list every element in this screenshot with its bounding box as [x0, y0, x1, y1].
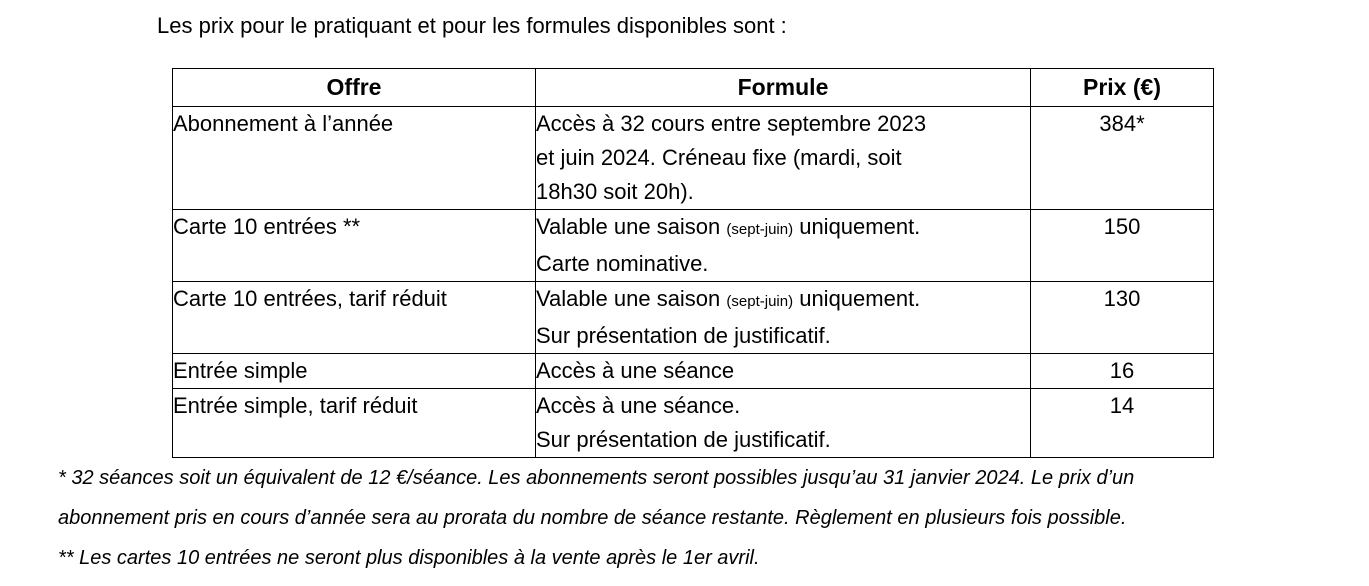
footnote-line: ** Les cartes 10 entrées ne seront plus disponibles à la vente après le 1er avril.: [58, 547, 760, 569]
formule-cell: [536, 389, 1031, 458]
table-row: [173, 389, 1214, 458]
table-row: [173, 107, 1214, 210]
header-prix: Prix (€): [1031, 69, 1214, 107]
formule-text: Valable une saison: [536, 214, 727, 239]
prix-cell: 14: [1031, 389, 1214, 458]
season-note: (sept-juin): [726, 221, 794, 238]
prix-cell: 150: [1031, 210, 1214, 282]
table-header-row: [173, 69, 1214, 107]
formule-line: Accès à une séance: [536, 358, 735, 383]
header-offre: Offre: [173, 69, 536, 107]
formule-cell: [536, 354, 1031, 389]
footnotes: [58, 458, 1134, 578]
table-row: [173, 282, 1214, 354]
table-row: [173, 354, 1214, 389]
formule-text: uniquement.: [793, 214, 921, 239]
offre-cell: Entrée simple: [173, 354, 536, 389]
season-note: (sept-juin): [726, 293, 794, 310]
formule-text: uniquement.: [793, 286, 921, 311]
formule-text: Valable une saison: [536, 286, 727, 311]
formule-cell: [536, 282, 1031, 354]
formule-cell: [536, 210, 1031, 282]
footnote-line: abonnement pris en cours d’année sera au prorata du nombre de séance restante. Règlement en plusieurs fois possible.: [58, 507, 1127, 529]
formule-line: 18h30 soit 20h).: [536, 179, 694, 204]
formule-line: Sur présentation de justificatif.: [536, 427, 831, 452]
prix-cell: 384*: [1031, 107, 1214, 210]
offre-cell: Abonnement à l’année: [173, 107, 536, 210]
formule-line: [536, 282, 1030, 319]
formule-line: Accès à 32 cours entre septembre 2023: [536, 111, 927, 136]
table-row: [173, 210, 1214, 282]
header-formule: Formule: [536, 69, 1031, 107]
footnote-line: * 32 séances soit un équivalent de 12 €/séance. Les abonnements seront possibles jusqu’au 31 janvier 2024. Le prix d’un: [58, 467, 1135, 489]
prix-cell: 16: [1031, 354, 1214, 389]
formule-cell: [536, 107, 1031, 210]
price-table: [172, 68, 1214, 458]
offre-cell: Carte 10 entrées, tarif réduit: [173, 282, 536, 354]
intro-text: Les prix pour le pratiquant et pour les formules disponibles sont :: [157, 13, 787, 38]
offre-cell: Entrée simple, tarif réduit: [173, 389, 536, 458]
formule-line: Carte nominative.: [536, 251, 709, 276]
prix-cell: 130: [1031, 282, 1214, 354]
formule-line: et juin 2024. Créneau fixe (mardi, soit: [536, 145, 902, 170]
formule-line: Accès à une séance.: [536, 393, 741, 418]
formule-line: Sur présentation de justificatif.: [536, 323, 831, 348]
offre-cell: Carte 10 entrées **: [173, 210, 536, 282]
formule-line: [536, 210, 1030, 247]
